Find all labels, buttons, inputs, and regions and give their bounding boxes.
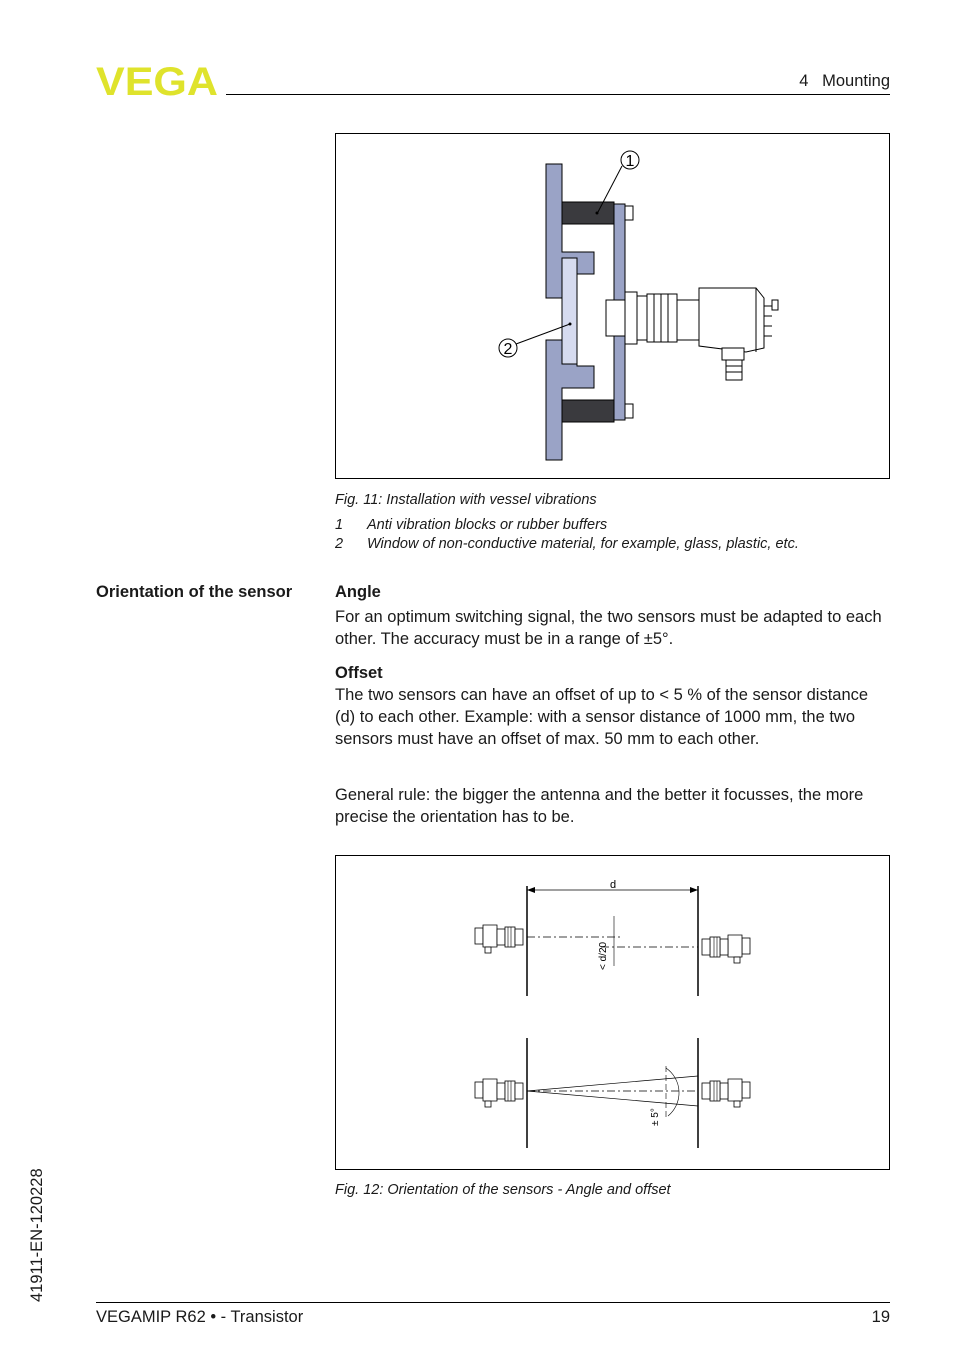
buffer-bottom (562, 400, 614, 422)
header-rule (226, 94, 890, 95)
footer-rule (96, 1302, 890, 1303)
rule-paragraph: General rule: the bigger the antenna and the better it focusses, the more precise the orientation has to be. (335, 786, 864, 826)
figure-11-caption: Fig. 11: Installation with vessel vibrations (335, 492, 597, 508)
legend-number: 1 (335, 517, 344, 533)
orientation-drawing (336, 856, 889, 1169)
section-title: 4 Mounting (799, 72, 890, 90)
legend-text: Window of non-conductive material, for example, glass, plastic, etc. (367, 536, 799, 552)
offset-heading: Offset (335, 664, 383, 682)
figure-12-caption: Fig. 12: Orientation of the sensors - Angle and offset (335, 1182, 671, 1198)
figure-orientation (335, 855, 890, 1170)
legend-item (335, 517, 607, 533)
installation-drawing (336, 134, 889, 478)
offset-paragraph: The two sensors can have an offset of up to < 5 % of the sensor distance (d) to each other. Example: with a sensor distance of 1000 mm, the two sensors must have an offset of max. 50 mm to each other. (335, 686, 869, 748)
logo-text: VEGA (96, 62, 218, 98)
offset-label: < d/20 (598, 941, 609, 970)
footer-product: VEGAMIP R62 • - Transistor (96, 1308, 304, 1326)
buffer-top (562, 202, 614, 224)
distance-label: d (609, 879, 617, 891)
document-id: 41911-EN-120228 (28, 1168, 46, 1302)
page-number: 19 (871, 1308, 890, 1326)
callout-2-label: 2 (503, 341, 513, 358)
vega-logo (96, 62, 220, 98)
figure-installation (335, 133, 890, 479)
side-heading: Orientation of the sensor (96, 583, 293, 601)
angle-label: ± 5° (650, 1108, 661, 1126)
angle-paragraph: For an optimum switching signal, the two sensors must be adapted to each other. The accuracy must be in a range of ±5°. (335, 608, 882, 648)
legend-text: Anti vibration blocks or rubber buffers (367, 517, 608, 533)
legend-item (335, 536, 799, 552)
window (562, 258, 577, 364)
callout-1-label: 1 (625, 153, 635, 170)
angle-heading: Angle (335, 583, 381, 601)
legend-number: 2 (335, 536, 344, 552)
